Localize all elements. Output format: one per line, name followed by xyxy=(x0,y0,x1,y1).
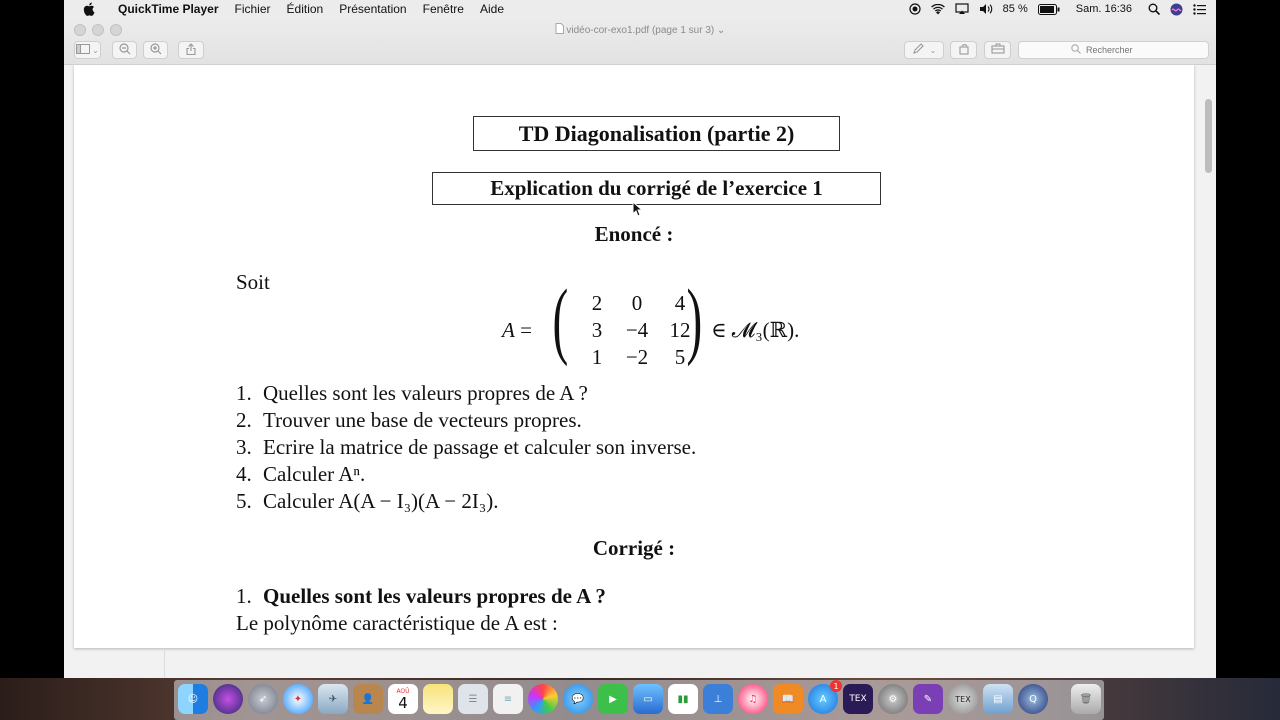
title-chevron-down-icon[interactable]: ⌄ xyxy=(717,25,726,36)
share-icon xyxy=(186,43,196,58)
search-input[interactable] xyxy=(1086,45,1156,55)
numbers-icon[interactable]: ▮▮ xyxy=(668,684,698,714)
toolbox-button[interactable] xyxy=(984,41,1011,59)
search-icon xyxy=(1071,41,1081,59)
document-title: TD Diagonalisation (partie 2) xyxy=(473,116,840,151)
reminders-list-icon[interactable]: ≡ xyxy=(493,684,523,714)
tex-label: TEX xyxy=(955,694,971,704)
share-button[interactable] xyxy=(178,41,204,59)
apple-icon[interactable] xyxy=(82,2,96,16)
quicktime-icon[interactable]: Q xyxy=(1018,684,1048,714)
bibdesk-icon[interactable]: ✎ xyxy=(913,684,943,714)
window-title: vidéo-cor-exo1.pdf (page 1 sur 3) xyxy=(566,25,715,36)
mail-icon[interactable]: ✈ xyxy=(318,684,348,714)
menu-fenetre[interactable]: Fenêtre xyxy=(422,2,464,16)
question-number: 5. xyxy=(236,489,252,513)
launchpad-icon[interactable]: ➶ xyxy=(248,684,278,714)
trash-icon[interactable]: 🗑 xyxy=(1071,684,1101,714)
calendar-icon[interactable] xyxy=(388,684,418,714)
window-toolbar xyxy=(64,18,1216,65)
matrix-lhs: A = xyxy=(502,318,532,342)
document-subtitle: Explication du corrigé de l’exercice 1 xyxy=(432,172,881,205)
photos-icon[interactable] xyxy=(528,684,558,714)
siri-icon[interactable] xyxy=(1170,3,1183,16)
matrix-right-paren: ) xyxy=(686,271,703,367)
itunes-icon[interactable]: ♫ xyxy=(738,684,768,714)
menu-edition[interactable]: Édition xyxy=(286,2,324,16)
toolbox-icon xyxy=(991,43,1005,57)
menu-bar xyxy=(64,0,1216,19)
mouse-cursor-icon xyxy=(632,201,642,217)
question-text: Quelles sont les valeurs propres de A ? xyxy=(263,381,588,405)
keynote-icon[interactable]: ▭ xyxy=(633,684,663,714)
markup-button[interactable] xyxy=(904,41,944,59)
siri-icon[interactable] xyxy=(213,684,243,714)
rotate-button[interactable] xyxy=(950,41,977,59)
menu-fichier[interactable]: Fichier xyxy=(234,2,271,16)
question-number: 1. xyxy=(236,381,252,405)
finder-icon[interactable]: ☺ xyxy=(178,684,208,714)
reminders-icon[interactable]: ☰ xyxy=(458,684,488,714)
page-divider xyxy=(164,650,165,678)
corrige-heading: Corrigé : xyxy=(592,536,676,560)
zoom-in-button[interactable] xyxy=(143,41,168,59)
search-field[interactable] xyxy=(1018,41,1209,59)
question-number: 4. xyxy=(236,462,252,486)
dock xyxy=(0,678,1280,720)
matrix-cell: 12 xyxy=(669,318,691,342)
document-viewport[interactable] xyxy=(64,65,1216,678)
battery-percent: 85 % xyxy=(1002,3,1028,15)
notes-icon[interactable] xyxy=(423,684,453,714)
answer-heading: Quelles sont les valeurs propres de A ? xyxy=(263,584,606,608)
menu-aide[interactable]: Aide xyxy=(479,2,504,16)
keynote-stand-icon[interactable]: ⊥ xyxy=(703,684,733,714)
tex-icon[interactable] xyxy=(948,684,978,714)
question-number: 2. xyxy=(236,408,252,432)
matrix-cell: 3 xyxy=(591,318,603,342)
matrix-space: ∈ 𝓜₃(ℝ). xyxy=(711,318,800,342)
messages-icon[interactable]: 💬 xyxy=(563,684,593,714)
tex-shop-label: TEX xyxy=(849,694,867,704)
matrix-cell: 5 xyxy=(674,345,686,369)
menu-presentation[interactable]: Présentation xyxy=(339,2,407,16)
sidebar-icon xyxy=(76,44,90,57)
notification-center-icon[interactable] xyxy=(1193,4,1206,15)
matrix-cell: −4 xyxy=(625,318,649,342)
scrollbar-thumb[interactable] xyxy=(1205,99,1212,173)
window-title-area[interactable] xyxy=(64,23,1216,36)
ibooks-icon[interactable]: 📖 xyxy=(773,684,803,714)
matrix-left-paren: ( xyxy=(552,271,569,367)
calendar-month: AOÛ xyxy=(396,687,410,695)
calendar-day: 4 xyxy=(398,693,408,712)
preview-window xyxy=(64,18,1216,678)
app-store-icon[interactable]: A 1 xyxy=(808,684,838,714)
matrix-name: A xyxy=(502,318,515,342)
matrix-cell: −2 xyxy=(625,345,649,369)
wifi-icon[interactable] xyxy=(931,4,945,15)
sidebar-toggle-button[interactable] xyxy=(74,41,101,59)
answer-heading-number: 1. xyxy=(236,584,252,608)
pen-icon xyxy=(912,43,924,58)
enonce-heading: Enoncé : xyxy=(594,222,674,246)
pdf-file-icon xyxy=(555,25,564,36)
matrix-cell: 0 xyxy=(631,291,643,315)
matrix-cell: 4 xyxy=(674,291,686,315)
menu-app-name[interactable]: QuickTime Player xyxy=(118,2,219,16)
zoom-in-icon xyxy=(150,43,162,58)
zoom-out-button[interactable] xyxy=(112,41,137,59)
vertical-scrollbar[interactable] xyxy=(1201,65,1216,678)
question-text: Calculer A(A − I₃)(A − 2I₃). xyxy=(263,489,499,513)
markup-chevron-down-icon: ⌄ xyxy=(929,45,937,55)
matrix-cell: 1 xyxy=(591,345,603,369)
record-icon[interactable] xyxy=(909,3,921,15)
matrix-cell: 2 xyxy=(591,291,603,315)
battery-icon[interactable] xyxy=(1038,4,1060,15)
clock[interactable]: Sam. 16:36 xyxy=(1075,3,1132,15)
app-store-badge: 1 xyxy=(830,680,842,692)
question-number: 3. xyxy=(236,435,252,459)
system-preferences-icon[interactable]: ⚙ xyxy=(878,684,908,714)
pdf-page xyxy=(74,65,1194,648)
answer-text: Le polynôme caractéristique de A est : xyxy=(236,611,558,635)
zoom-out-icon xyxy=(119,43,131,58)
rotate-icon xyxy=(958,43,970,58)
question-text: Ecrire la matrice de passage et calculer son inverse. xyxy=(263,435,697,459)
question-text: Trouver une base de vecteurs propres. xyxy=(263,408,582,432)
sidebar-chevron-down-icon: ⌄ xyxy=(92,45,99,55)
contacts-icon[interactable]: 👤 xyxy=(353,684,383,714)
soit-text: Soit xyxy=(236,270,270,294)
tex-shop-icon[interactable] xyxy=(843,684,873,714)
volume-icon[interactable] xyxy=(979,3,993,15)
matrix xyxy=(589,289,701,373)
question-text: Calculer Aⁿ. xyxy=(263,462,366,486)
spotlight-icon[interactable] xyxy=(1148,3,1160,15)
facetime-icon[interactable]: ▶ xyxy=(598,684,628,714)
airplay-icon[interactable] xyxy=(955,3,969,15)
safari-icon[interactable]: ✦ xyxy=(283,684,313,714)
preview-icon[interactable]: ▤ xyxy=(983,684,1013,714)
